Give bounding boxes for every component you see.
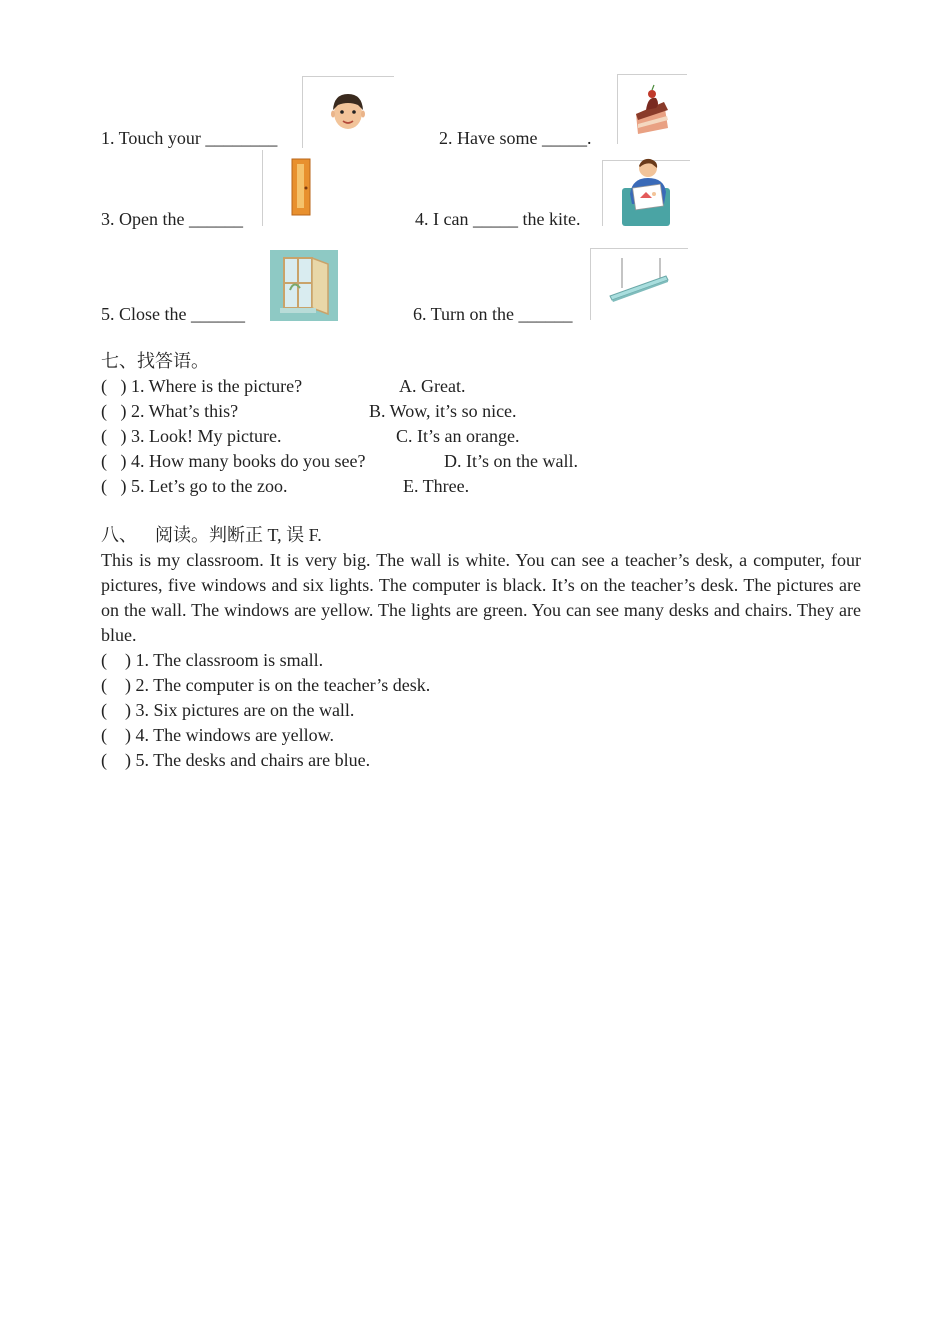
matching-question: ( ) 4. How many books do you see? (101, 451, 366, 471)
true-false-statement: ( ) 4. The windows are yellow. (101, 725, 334, 745)
boy-drawing-icon (620, 158, 672, 228)
matching-question: ( ) 3. Look! My picture. (101, 426, 282, 446)
picture-frame-top (302, 76, 394, 77)
exercise-item-5: 5. Close the ______ (101, 304, 245, 324)
picture-frame-left (590, 248, 591, 320)
picture-frame-top (617, 74, 687, 75)
matching-question: ( ) 1. Where is the picture? (101, 376, 303, 396)
matching-answer: C. It’s an orange. (396, 426, 520, 446)
exercise-item-3: 3. Open the ______ (101, 209, 243, 229)
cake-slice-icon (634, 84, 670, 136)
picture-frame-left (302, 76, 303, 148)
true-false-statement: ( ) 2. The computer is on the teacher’s desk. (101, 675, 431, 695)
exercise-item-4: 4. I can _____ the kite. (415, 209, 581, 229)
exercise-item-2: 2. Have some _____. (439, 128, 592, 148)
matching-answer: D. It’s on the wall. (444, 451, 578, 471)
matching-answer: A. Great. (399, 376, 466, 396)
window-icon (270, 250, 338, 321)
true-false-statement: ( ) 3. Six pictures are on the wall. (101, 700, 355, 720)
door-icon (290, 158, 314, 218)
picture-frame-left (617, 74, 618, 144)
reading-passage: This is my classroom. It is very big. The wall is white. You can see a teacher’s desk, a computer, four pictures, five windows and six lights. The computer is black. It’s on the teacher’s desk. The pictures are on the wall. The windows are yellow. The lights are green. You can see many desks and chairs. They are blue. (101, 550, 861, 645)
section8-heading: 八、 阅读。判断正 T, 误 F. (101, 525, 322, 545)
matching-question: ( ) 2. What’s this? (101, 401, 239, 421)
exercise-item-6: 6. Turn on the ______ (413, 304, 573, 324)
matching-answer: B. Wow, it’s so nice. (369, 401, 517, 421)
matching-question: ( ) 5. Let’s go to the zoo. (101, 476, 288, 496)
true-false-statement: ( ) 5. The desks and chairs are blue. (101, 750, 371, 770)
picture-frame-top (590, 248, 688, 249)
ceiling-light-icon (608, 258, 670, 308)
picture-frame-left (262, 150, 263, 226)
picture-frame-left (602, 160, 603, 226)
matching-answer: E. Three. (403, 476, 470, 496)
true-false-statement: ( ) 1. The classroom is small. (101, 650, 324, 670)
exercise-item-1: 1. Touch your ________ (101, 128, 278, 148)
section7-heading: 七、找答语。 (101, 351, 209, 371)
boy-face-icon (328, 90, 368, 132)
